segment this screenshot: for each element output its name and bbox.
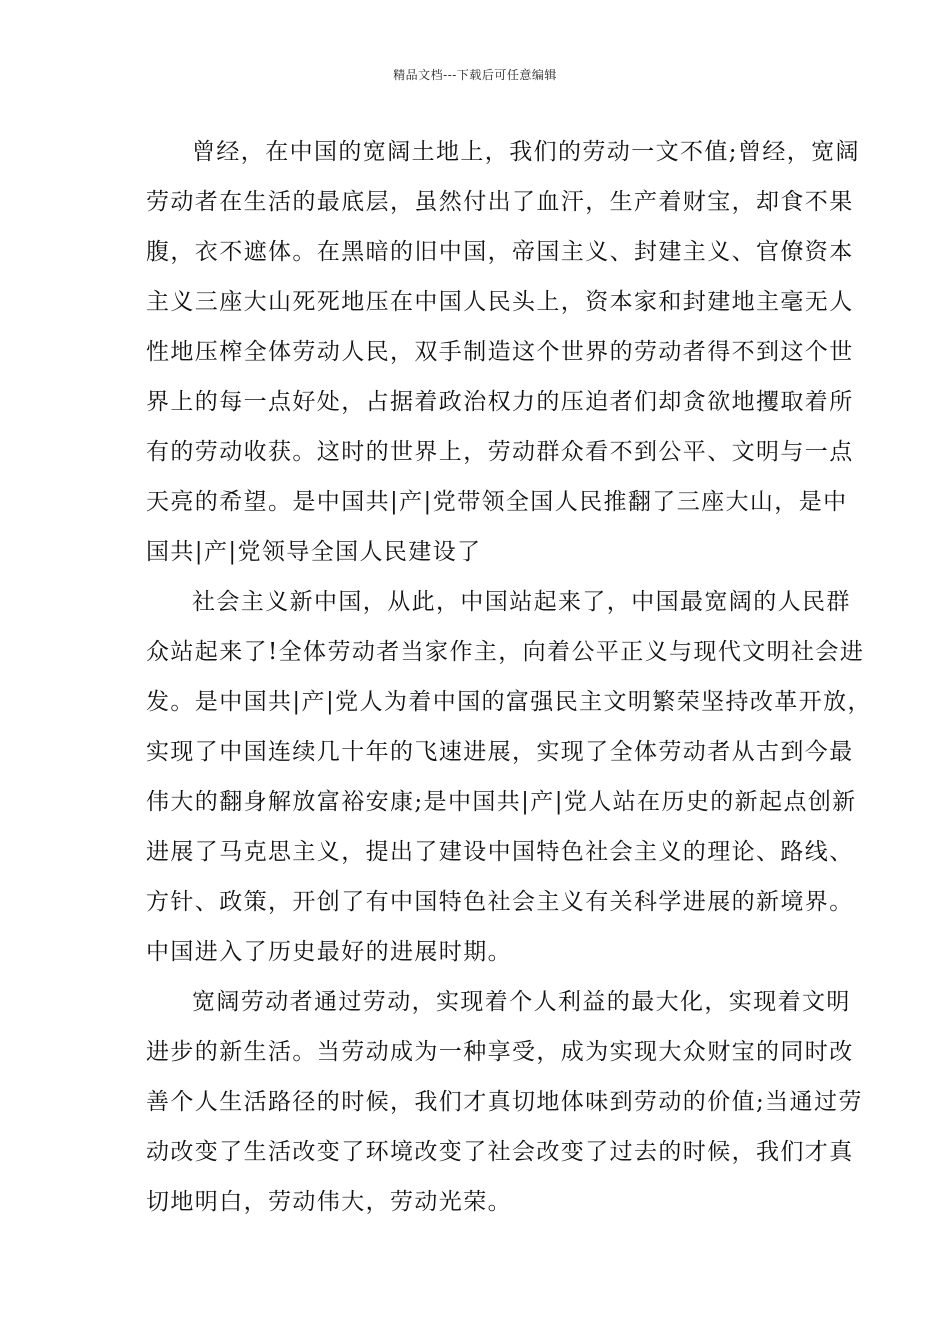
paragraph-1-line-1: 曾经，在中国的宽阔土地上，我们的劳动一文不值;曾经，宽阔 [192, 139, 860, 165]
paragraph-1-line-3: 腹，衣不遮体。在黑暗的旧中国，帝国主义、封建主义、官僚资本 [146, 239, 854, 265]
paragraph-3-line-3: 善个人生活路径的时候，我们才真切地体味到劳动的价值;当通过劳 [146, 1089, 863, 1115]
paragraph-2-line-1: 社会主义新中国，从此，中国站起来了，中国最宽阔的人民群 [192, 589, 851, 615]
paragraph-1-line-4: 主义三座大山死死地压在中国人民头上，资本家和封建地主毫无人 [146, 289, 854, 315]
paragraph-2-line-8: 中国进入了历史最好的进展时期。 [146, 939, 512, 965]
paragraph-2-line-2: 众站起来了!全体劳动者当家作主，向着公平正义与现代文明社会进 [146, 639, 865, 665]
paragraph-1-line-6: 界上的每一点好处，占据着政治权力的压迫者们却贪欲地攫取着所 [146, 389, 854, 415]
paragraph-3-line-1: 宽阔劳动者通过劳动，实现着个人利益的最大化，实现着文明 [192, 989, 851, 1015]
paragraph-3-line-4: 动改变了生活改变了环境改变了社会改变了过去的时候，我们才真 [146, 1139, 854, 1165]
paragraph-1-line-7: 有的劳动收获。这时的世界上，劳动群众看不到公平、文明与一点 [146, 439, 854, 465]
paragraph-2-line-3: 发。是中国共|产|党人为着中国的富强民主文明繁荣坚持改革开放， [146, 689, 872, 715]
paragraph-2-line-5: 伟大的翻身解放富裕安康;是中国共|产|党人站在历史的新起点创新 [146, 789, 857, 815]
page-header: 精品文档---下载后可任意编辑 [393, 68, 557, 82]
paragraph-3-line-2: 进步的新生活。当劳动成为一种享受，成为实现大众财宝的同时改 [146, 1039, 854, 1065]
paragraph-1-line-9: 国共|产|党领导全国人民建设了 [146, 539, 482, 565]
paragraph-3-line-5: 切地明白，劳动伟大，劳动光荣。 [146, 1189, 512, 1215]
paragraph-2-line-6: 进展了马克思主义，提出了建设中国特色社会主义的理论、路线、 [146, 839, 854, 865]
paragraph-2-line-4: 实现了中国连续几十年的飞速进展，实现了全体劳动者从古到今最 [146, 739, 854, 765]
paragraph-1-line-5: 性地压榨全体劳动人民，双手制造这个世界的劳动者得不到这个世 [146, 339, 854, 365]
paragraph-1-line-2: 劳动者在生活的最底层，虽然付出了血汗，生产着财宝，却食不果 [146, 189, 854, 215]
paragraph-1-line-8: 天亮的希望。是中国共|产|党带领全国人民推翻了三座大山，是中 [146, 489, 848, 515]
paragraph-2-line-7: 方针、政策，开创了有中国特色社会主义有关科学进展的新境界。 [146, 889, 854, 915]
